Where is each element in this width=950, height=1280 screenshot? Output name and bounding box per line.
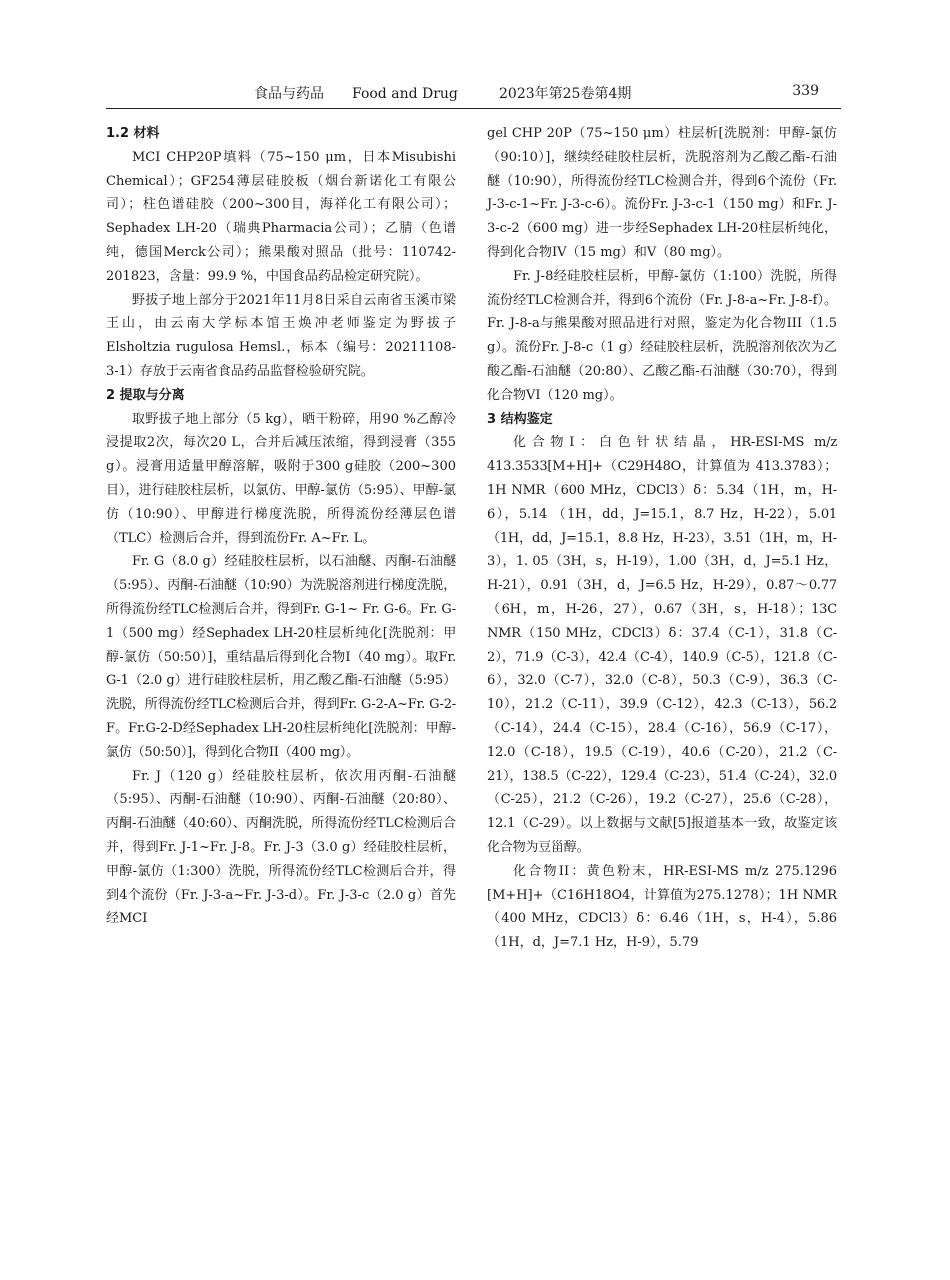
paragraph: 化合物II：黄色粉末，HR-ESI-MS m/z 275.1296 [M+H]+（C16H18O4，计算值为275.1278）；1H NMR（400 MHz，CDCl3）δ：6.46（1H，s，H-4），5.86（1H，d，J=7.1 Hz，H-9），5.79	[487, 863, 837, 951]
page-number: 339	[792, 83, 819, 99]
section-heading: 1.2 材料	[106, 126, 160, 141]
journal-issue: 2023年第25卷第4期	[499, 86, 632, 102]
paragraph: 化合物I：白色针状结晶，HR-ESI-MS m/z 413.3533[M+H]+（C29H48O，计算值为 413.3783）；1H NMR（600 MHz，CDCl3）δ：5.34（1H，m，H-6），5.14 （1H，dd，J=15.1，8.7 Hz，H-22），5.01（1H，dd，J=15.1，8.8 Hz，H-23），3.51（1H，m，H-3），1. 05（3H，s，H-19），1.00（3H，d，J=5.1 Hz，H-21），0.91（3H，d，J=6.5 Hz，H-29），0.87～0.77（6H，m，H-26，27），0.67（3H，s，H-18）；13C NMR（150 MHz，CDCl3）δ：37.4（C-1），31.8（C-2），71.9（C-3），42.4（C-4），140.9（C-5），121.8（C-6），32.0（C-7），32.0（C-8），50.3（C-9），36.3（C-10），21.2（C-11），39.9（C-12），42.3（C-13），56.2（C-14），24.4（C-15），28.4（C-16），56.9（C-17），12.0（C-18），19.5（C-19），40.6（C-20），21.2（C-21），138.5（C-22），129.4（C-23），51.4（C-24），32.0（C-25），21.2（C-26），19.2（C-27），25.6（C-28），12.1（C-29）。以上数据与文献[5]报道基本一致，故鉴定该化合物为豆甾醇。	[487, 435, 837, 855]
paragraph: Fr. J-8经硅胶柱层析，甲醇-氯仿（1:100）洗脱，所得流份经TLC检测合并，得到6个流份（Fr. J-8-a~Fr. J-8-f）。Fr. J-8-a与熊果酸对照品进行对照，鉴定为化合物III（1.5 g）。流份Fr. J-8-c（1 g）经硅胶柱层析，洗脱溶剂依次为乙酸乙酯-石油醚（20:80）、乙酸乙酯-石油醚（30:70），得到化合物VI（120 mg）。	[487, 268, 837, 403]
section-heading: 2 提取与分离	[106, 387, 185, 403]
paragraph: 取野拔子地上部分（5 kg），晒干粉碎，用90 %乙醇冷浸提取2次，每次20 L，合并后减压浓缩，得到浸膏（355 g）。浸膏用适量甲醇溶解，吸附于300 g硅胶（200~300目），进行硅胶柱层析，以氯仿、甲醇-氯仿（5:95）、甲醇-氯仿（10:90）、甲醇进行梯度洗脱，所得流份经薄层色谱（TLC）检测后合并，得到流份Fr. A~Fr. L。	[106, 411, 456, 546]
journal-name: 食品与药品 Food and Drug	[254, 86, 458, 102]
running-header	[106, 80, 841, 109]
paragraph: Fr. G（8.0 g）经硅胶柱层析，以石油醚、丙酮-石油醚（5:95）、丙酮-石油醚（10:90）为洗脱溶剂进行梯度洗脱，所得流份经TLC检测后合并，得到Fr. G-1~ Fr. G-6。Fr. G-1（500 mg）经Sephadex LH-20柱层析纯化[洗脱剂：甲醇-氯仿（50:50）]，重结晶后得到化合物I（40 mg）。取Fr. G-1（2.0 g）进行硅胶柱层析，用乙酸乙酯-石油醚（5:95）洗脱，所得流份经TLC检测后合并，得到Fr. G-2-A~Fr. G-2-F。Fr.G-2-D经Sephadex LH-20柱层析纯化[洗脱剂：甲醇-氯仿（50:50）]，得到化合物II（400 mg）。	[106, 554, 456, 760]
paragraph: 野拔子地上部分于2021年11月8日采自云南省玉溪市梁王山，由云南大学标本馆王焕冲老师鉴定为野拔子Elsholtzia rugulosa Hemsl.，标本（编号：20211108-3-1）存放于云南省食品药品监督检验研究院。	[106, 292, 456, 379]
right-column	[487, 122, 837, 955]
paragraph-continued: gel CHP 20P（75~150 μm）柱层析[洗脱剂：甲醇-氯仿（90:10）]，继续经硅胶柱层析，洗脱溶剂为乙酸乙酯-石油醚（10:90），所得流份经TLC检测合并，得到6个流份（Fr. J-3-c-1~Fr. J-3-c-6）。流份Fr. J-3-c-1（150 mg）和Fr. J-3-c-2（600 mg）进一步经Sephadex LH-20柱层析纯化，得到化合物IV（15 mg）和V（80 mg）。	[487, 126, 837, 260]
paragraph: MCI CHP20P填料（75~150 μm，日本Misubishi Chemical）；GF254薄层硅胶板（烟台新诺化工有限公司）；柱色谱硅胶（200~300目，海祥化工有限公司）；Sephadex LH-20（瑞典Pharmacia公司）；乙腈（色谱纯，德国Merck公司）；熊果酸对照品（批号：110742-201823，含量：99.9 %，中国食品药品检定研究院）。	[106, 149, 456, 284]
section-heading: 3 结构鉴定	[487, 411, 553, 427]
paragraph: Fr. J（120 g）经硅胶柱层析，依次用丙酮-石油醚（5:95）、丙酮-石油醚（10:90）、丙酮-石油醚（20:80）、丙酮-石油醚（40:60）、丙酮洗脱，所得流份经TLC检测后合并，得到Fr. J-1~Fr. J-8。Fr. J-3（3.0 g）经硅胶柱层析，甲醇-氯仿（1:300）洗脱，所得流份经TLC检测后合并，得到4个流份（Fr. J-3-a~Fr. J-3-d）。Fr. J-3-c（2.0 g）首先经MCI	[106, 768, 456, 927]
left-column	[106, 122, 456, 931]
